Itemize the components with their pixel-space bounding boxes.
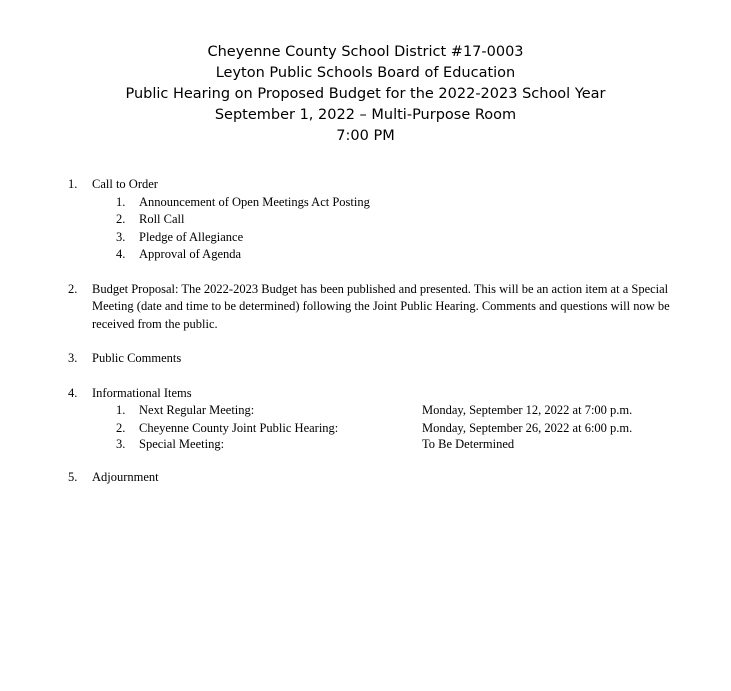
agenda-item-title: Public Comments bbox=[92, 351, 182, 365]
agenda-item-budget-proposal bbox=[0, 281, 731, 334]
agenda-item-number: 3. bbox=[68, 351, 78, 365]
spacer bbox=[0, 368, 731, 385]
header-hearing-title: Public Hearing on Proposed Budget for the 2022-2023 School Year bbox=[125, 86, 606, 102]
subitem-pledge bbox=[0, 229, 731, 247]
subitem-value: Monday, September 12, 2022 at 7:00 p.m. bbox=[422, 403, 633, 417]
subitem-open-meetings bbox=[0, 194, 731, 212]
agenda-item-number: 2. bbox=[68, 281, 78, 296]
subitem-number: 1. bbox=[116, 194, 126, 209]
agenda-item-number: 4. bbox=[68, 385, 78, 400]
subitem-number: 2. bbox=[116, 212, 126, 226]
subitem-approval-agenda bbox=[0, 246, 731, 264]
subitem-label: Cheyenne County Joint Public Hearing: bbox=[139, 420, 339, 435]
header-time: 7:00 PM bbox=[336, 128, 395, 144]
subitem-special-meeting bbox=[0, 436, 731, 452]
subitem-label: Approval of Agenda bbox=[139, 247, 242, 261]
subitem-value: Monday, September 26, 2022 at 6:00 p.m. bbox=[422, 420, 633, 435]
agenda-item-number: 1. bbox=[68, 177, 78, 191]
header-date-location: September 1, 2022 – Multi-Purpose Room bbox=[214, 107, 517, 123]
agenda-item-adjournment bbox=[0, 469, 731, 487]
header-district: Cheyenne County School District #17-0003 bbox=[207, 44, 524, 60]
agenda-item-title: Call to Order bbox=[92, 177, 158, 191]
agenda-item-text: Budget Proposal: The 2022-2023 Budget has been published and presented. This will be an action item at a Special Meeting (date and time to be determined) following the Joint Public Hearing. Comments and questions will now be received from the public. bbox=[92, 281, 670, 331]
subitem-label: Roll Call bbox=[139, 212, 185, 226]
spacer bbox=[0, 264, 731, 281]
subitem-value: To Be Determined bbox=[422, 436, 515, 451]
agenda-item-call-to-order bbox=[0, 176, 731, 194]
header-board: Leyton Public Schools Board of Education bbox=[215, 65, 516, 81]
subitem-label: Special Meeting: bbox=[139, 436, 225, 451]
spacer bbox=[0, 333, 731, 350]
subitem-label: Next Regular Meeting: bbox=[139, 403, 255, 417]
subitem-number: 4. bbox=[116, 247, 126, 261]
spacer bbox=[0, 452, 731, 469]
subitem-number: 3. bbox=[116, 436, 126, 451]
agenda-item-title: Adjournment bbox=[92, 469, 159, 484]
agenda-list bbox=[0, 176, 731, 486]
subitem-number: 3. bbox=[116, 229, 126, 244]
subitem-label: Announcement of Open Meetings Act Posting bbox=[139, 194, 370, 209]
subitem-roll-call bbox=[0, 211, 731, 229]
agenda-item-title: Informational Items bbox=[92, 385, 192, 400]
subitem-label: Pledge of Allegiance bbox=[139, 229, 244, 244]
subitem-number: 2. bbox=[116, 420, 126, 435]
agenda-item-number: 5. bbox=[68, 469, 78, 484]
subitem-joint-public-hearing bbox=[0, 420, 731, 436]
agenda-item-public-comments bbox=[0, 350, 731, 368]
subitem-next-regular-meeting bbox=[0, 402, 731, 420]
agenda-item-informational bbox=[0, 385, 731, 403]
document-header bbox=[0, 42, 731, 147]
subitem-number: 1. bbox=[116, 403, 126, 417]
